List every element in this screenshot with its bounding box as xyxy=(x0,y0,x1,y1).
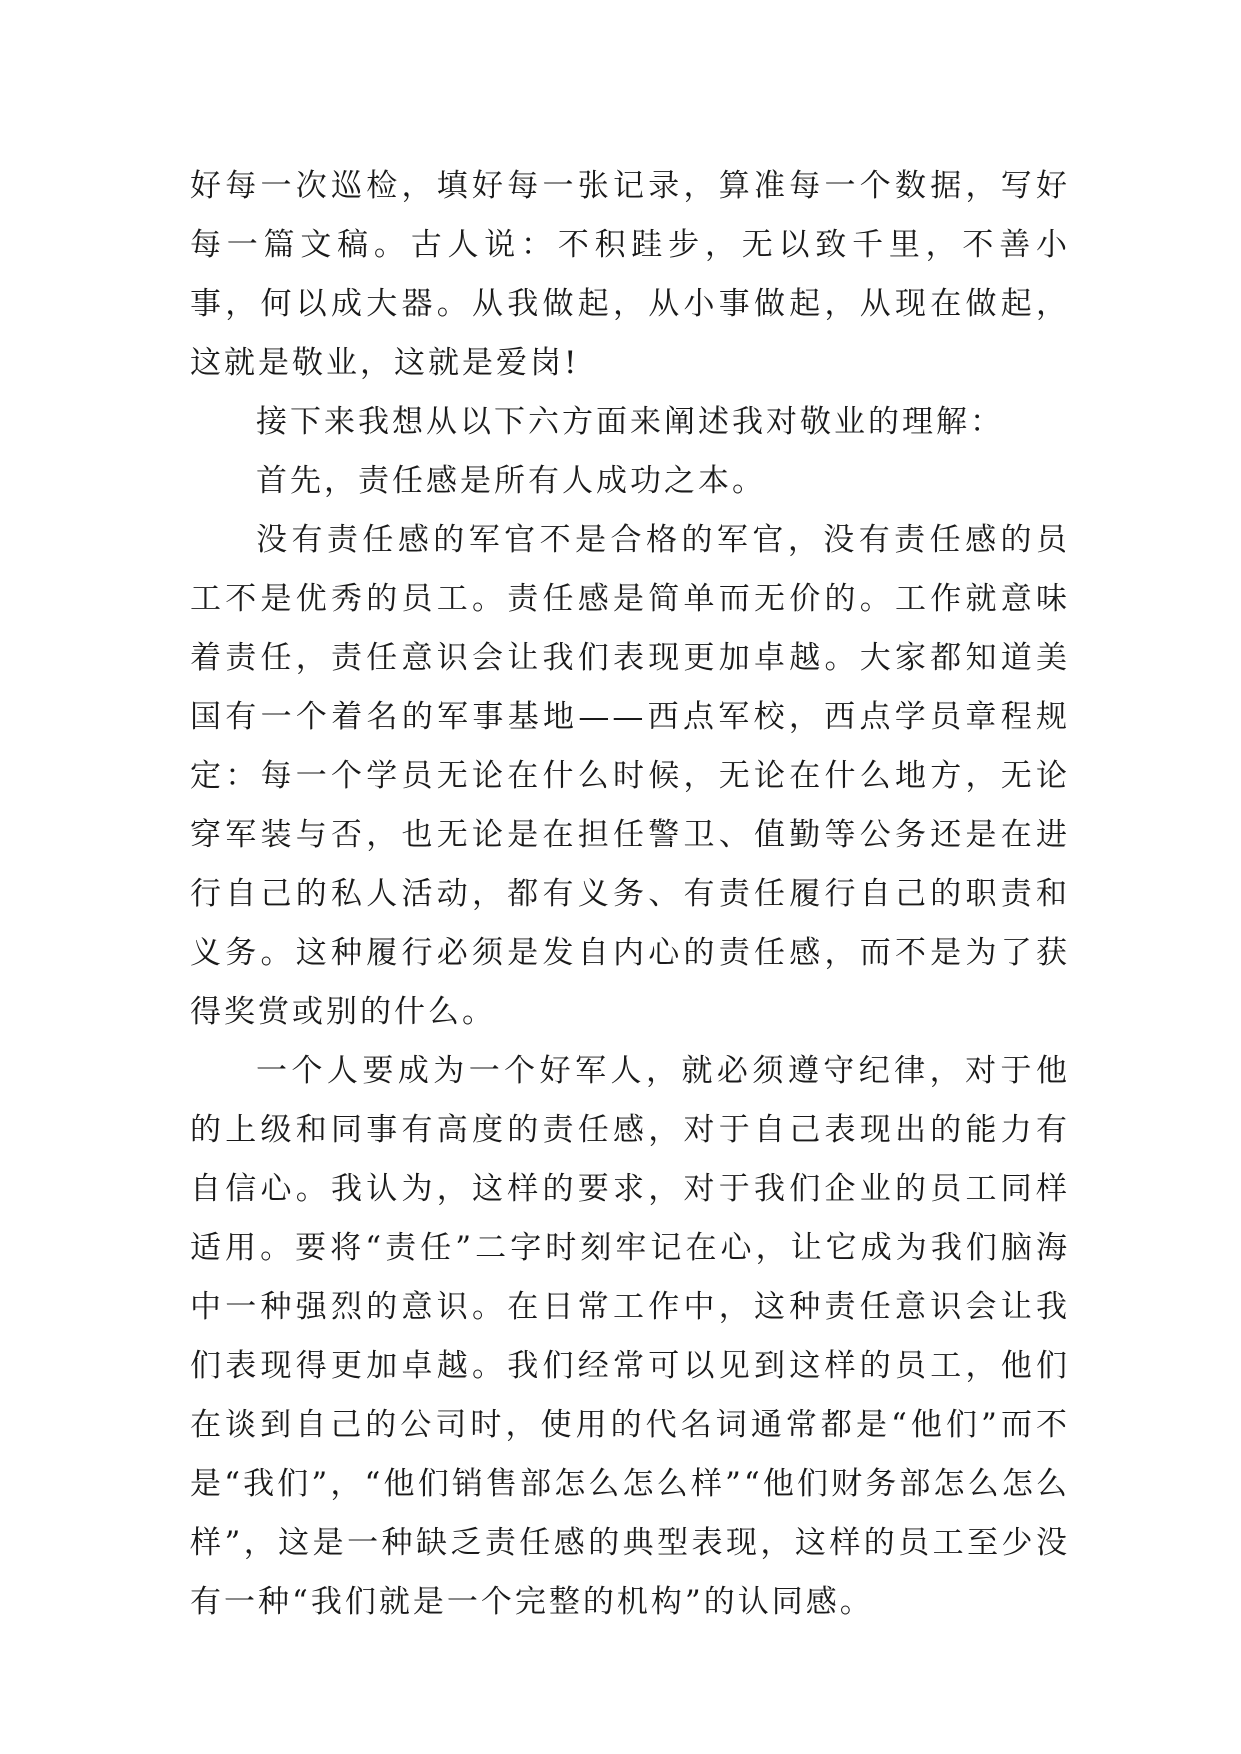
paragraph-3: 首先，责任感是所有人成功之本。 xyxy=(256,463,766,499)
document-body xyxy=(190,157,1070,1632)
paragraph-4: 没有责任感的军官不是合格的军官，没有责任感的员工不是优秀的员工。责任感是简单而无价的。工作就意味着责任，责任意识会让我们表现更加卓越。大家都知道美国有一个着名的军事基地——西点军校，西点学员章程规定：每一个学员无论在什么时候，无论在什么地方，无论穿军装与否，也无论是在担任警卫、值勤等公务还是在进行自己的私人活动，都有义务、有责任履行自己的职责和义务。这种履行必须是发自内心的责任感，而不是为了获得奖赏或别的什么。 xyxy=(190,522,1070,1030)
paragraph-5: 一个人要成为一个好军人，就必须遵守纪律，对于他的上级和同事有高度的责任感，对于自己表现出的能力有自信心。我认为，这样的要求，对于我们企业的员工同样适用。要将“责任”二字时刻牢记在心，让它成为我们脑海中一种强烈的意识。在日常工作中，这种责任意识会让我们表现得更加卓越。我们经常可以见到这样的员工，他们在谈到自己的公司时，使用的代名词通常都是“他们”而不是“我们”，“他们销售部怎么怎么样”“他们财务部怎么怎么样”，这是一种缺乏责任感的典型表现，这样的员工至少没有一种“我们就是一个完整的机构”的认同感。 xyxy=(190,1053,1070,1620)
paragraph-2: 接下来我想从以下六方面来阐述我对敬业的理解： xyxy=(256,404,1004,440)
paragraph-1: 好每一次巡检，填好每一张记录，算准每一个数据，写好每一篇文稿。古人说：不积跬步，无以致千里，不善小事，何以成大器。从我做起，从小事做起，从现在做起，这就是敬业，这就是爱岗! xyxy=(190,168,1070,381)
